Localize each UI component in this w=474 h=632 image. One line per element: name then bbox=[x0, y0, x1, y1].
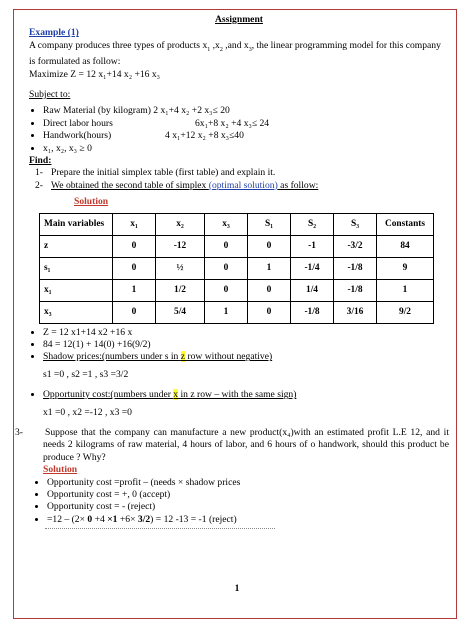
table-row bbox=[40, 279, 434, 301]
result-list bbox=[29, 327, 449, 364]
table-cell: -1/4 bbox=[291, 257, 334, 279]
list-item: • Opportunity cost = - (reject) bbox=[47, 501, 449, 513]
table-header-row bbox=[40, 213, 434, 235]
intro-text: A company produces three types of products $x_1$ $,x_2$ ,and $x_3$, the linear programming model for this company bbox=[29, 39, 441, 53]
table-cell: 0 bbox=[248, 301, 291, 323]
table-cell: -12 bbox=[156, 235, 205, 257]
table-row bbox=[40, 301, 434, 323]
table-cell: 1 bbox=[377, 279, 434, 301]
table-cell: 1 bbox=[205, 301, 248, 323]
opportunity-values: x1 =0 , x2 =-12 , x3 =0 bbox=[43, 406, 132, 418]
shadow-prices-item: • Shadow prices:(numbers under s in z row without negative) bbox=[43, 351, 449, 363]
table-cell: 0 bbox=[205, 235, 248, 257]
table-cell: 1 bbox=[113, 279, 156, 301]
table-cell: x₁ bbox=[40, 279, 113, 301]
table-cell: -1/8 bbox=[291, 301, 334, 323]
list-item: • Z = 12 x1+14 x2 +16 x bbox=[43, 327, 449, 339]
calculation-item: • =12 – (2× 0 +4 ×1 +6× 3/2) = 12 -13 = -1 (reject) bbox=[47, 514, 449, 526]
table-row bbox=[40, 257, 434, 279]
page-number: 1 bbox=[234, 583, 240, 594]
constraint-item: • Raw Material (by kilogram) 2 x₁+4 x₂ +2 x₃≤ 20 bbox=[43, 105, 449, 117]
shadow-values: s1 =0 , s2 =1 , s3 =3/2 bbox=[43, 368, 129, 380]
solution-heading: Solution bbox=[74, 196, 109, 208]
table-cell: x₃ bbox=[40, 301, 113, 323]
constraint-item: • Handwork(hours) 4 x₁+12 x₂ +8 x₃≤40 bbox=[43, 130, 449, 142]
opportunity-list bbox=[29, 389, 449, 401]
list-item: • 84 = 12(1) + 14(0) +16(9/2) bbox=[43, 339, 449, 351]
document-body bbox=[15, 14, 449, 529]
table-header-cell: x₁ bbox=[113, 213, 156, 235]
table-cell: 5/4 bbox=[156, 301, 205, 323]
table-row bbox=[40, 235, 434, 257]
table-cell: -3/2 bbox=[334, 235, 377, 257]
table-cell: 84 bbox=[377, 235, 434, 257]
table-cell: 0 bbox=[205, 279, 248, 301]
find-item-1: 1- Prepare the initial simplex table (first table) and explain it. bbox=[35, 167, 276, 179]
find-item-2: 2- We obtained the second table of simplex (optimal solution) as follow: bbox=[35, 179, 319, 191]
table-cell: 3/16 bbox=[334, 301, 377, 323]
table-header-cell: Main variables bbox=[40, 213, 113, 235]
table-cell: z bbox=[40, 235, 113, 257]
table-cell: -1 bbox=[291, 235, 334, 257]
table-cell: 0 bbox=[205, 257, 248, 279]
opportunity-cost-item: • Opportunity cost:(numbers under x in z row – with the same sign) bbox=[43, 389, 449, 401]
intro-text-2: is formulated as follow: bbox=[29, 56, 121, 68]
solution-heading-2: Solution bbox=[43, 464, 78, 476]
table-header-cell: S₁ bbox=[248, 213, 291, 235]
table-cell: 0 bbox=[113, 257, 156, 279]
constraint-list bbox=[29, 105, 449, 155]
solution-list bbox=[33, 477, 449, 527]
objective-function: Maximize Z = 12 x₁+14 x₂ +16 x₃ bbox=[29, 68, 160, 80]
table-cell: 0 bbox=[248, 279, 291, 301]
table-cell: -1/8 bbox=[334, 257, 377, 279]
table-cell: 1/4 bbox=[291, 279, 334, 301]
page-title: Assignment bbox=[215, 14, 263, 25]
table-cell: 9/2 bbox=[377, 301, 434, 323]
table-header-cell: x₃ bbox=[205, 213, 248, 235]
table-cell: 0 bbox=[113, 301, 156, 323]
question-3: 3- Suppose that the company can manufacture a new product(x₄)with an estimated profit L.E 12, and it needs 2 kilograms of raw material, 4 hours of labor, and 6 hours of o handwork, should this product be produce ? Why? bbox=[15, 427, 449, 463]
dotted-rule bbox=[45, 528, 275, 529]
list-item: • Opportunity cost =profit – (needs × shadow prices bbox=[47, 477, 449, 489]
constraint-item: • Direct labor hours 6x₁+8 x₂ +4 x₃≤ 24 bbox=[43, 118, 449, 130]
table-cell: ½ bbox=[156, 257, 205, 279]
table-cell: -1/8 bbox=[334, 279, 377, 301]
table-cell: 0 bbox=[248, 235, 291, 257]
table-cell: 1/2 bbox=[156, 279, 205, 301]
table-cell: 1 bbox=[248, 257, 291, 279]
table-header-cell: x₂ bbox=[156, 213, 205, 235]
table-cell: 0 bbox=[113, 235, 156, 257]
table-header-cell: Constants bbox=[377, 213, 434, 235]
table-cell: s₁ bbox=[40, 257, 113, 279]
simplex-table bbox=[39, 213, 434, 324]
example-heading: Example (1) bbox=[29, 27, 79, 39]
constraint-item: • x₁, x₂, x₃ ≥ 0 bbox=[43, 143, 449, 155]
table-cell: 9 bbox=[377, 257, 434, 279]
find-heading: Find: bbox=[29, 154, 52, 166]
subject-to-heading: Subject to: bbox=[29, 88, 71, 100]
list-item: • Opportunity cost = +, 0 (accept) bbox=[47, 489, 449, 501]
table-header-cell: S₂ bbox=[291, 213, 334, 235]
table-header-cell: S₃ bbox=[334, 213, 377, 235]
